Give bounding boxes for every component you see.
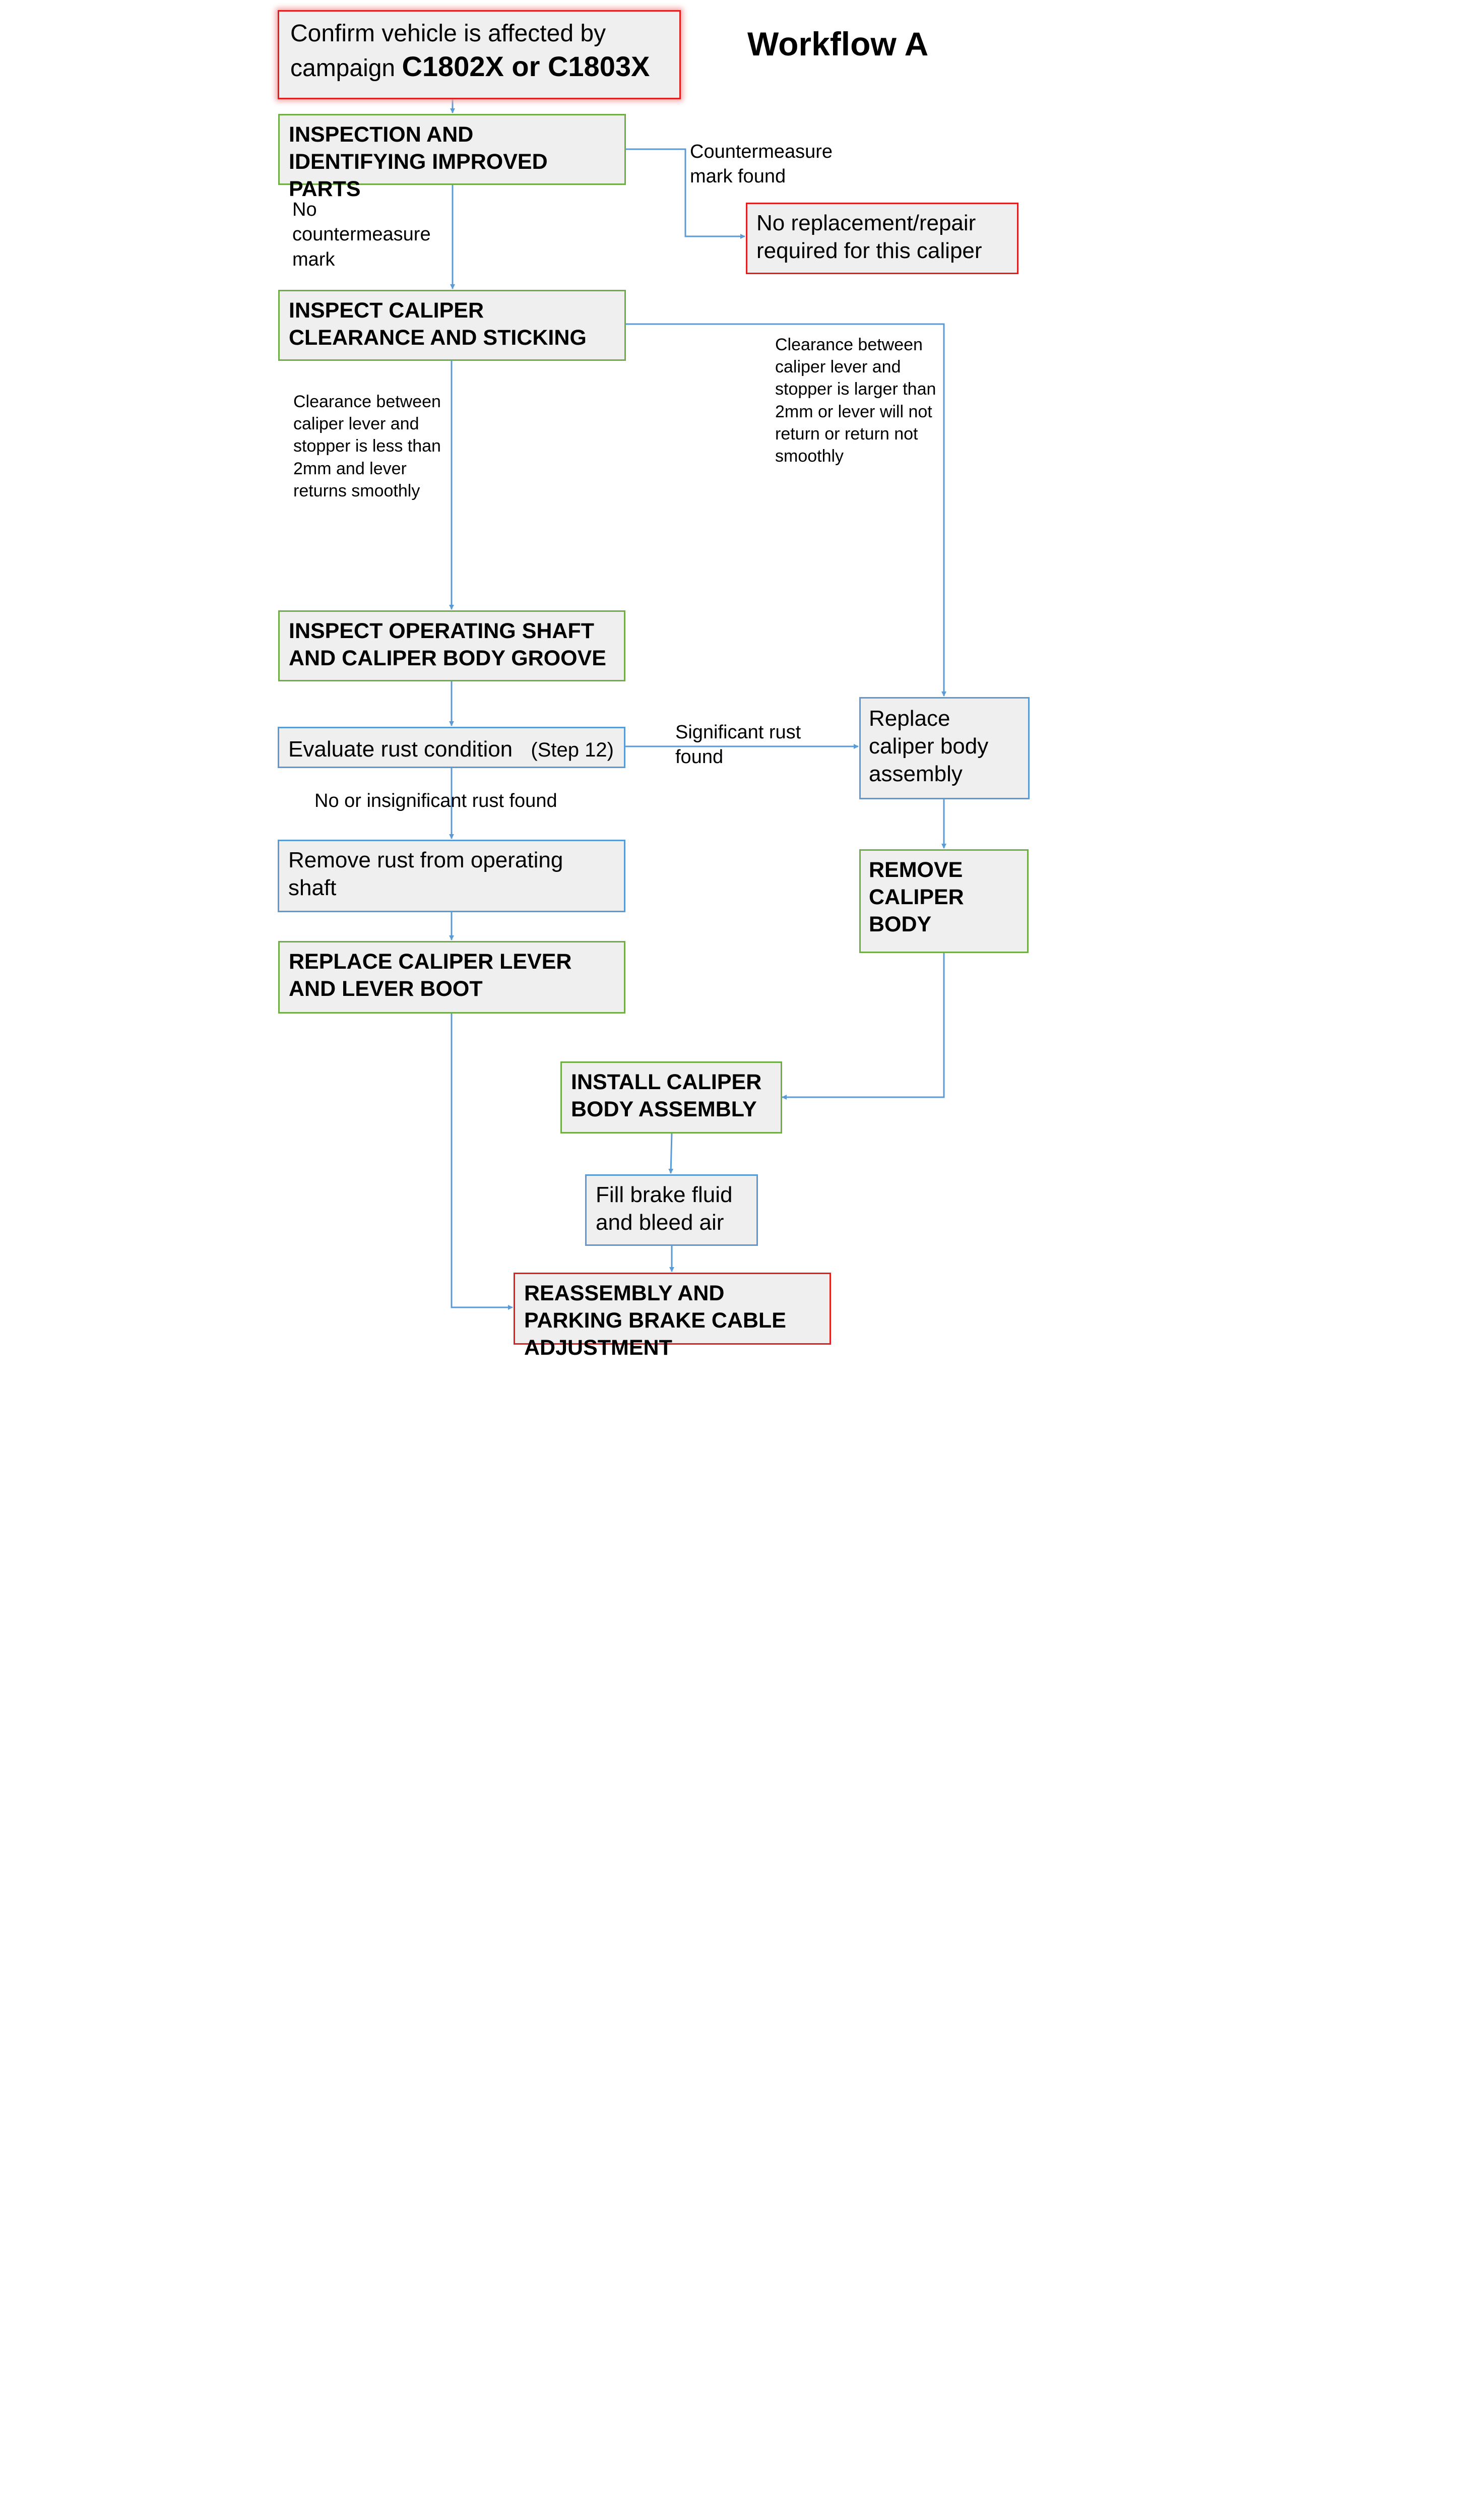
label-no-rust: No or insignificant rust found (314, 790, 557, 811)
label-significant-rust: Significant rust found (675, 722, 801, 768)
remove-rust-box: Remove rust from operating shaft (278, 840, 625, 912)
evaluate-rust-text: Evaluate rust condition (288, 737, 513, 762)
reassembly-step-box: REASSEMBLY AND PARKING BRAKE CABLE ADJUSTMENT (514, 1273, 831, 1345)
campaign-codes: C1802X or C1803X (402, 50, 650, 82)
confirm-campaign-box (278, 10, 681, 99)
connector-install-to-fill (671, 1133, 672, 1173)
fill-fluid-box: Fill brake fluid and bleed air (585, 1174, 758, 1246)
inspect-clearance-step-box: INSPECT CALIPER CLEARANCE AND STICKING (278, 290, 626, 361)
connector-replace-lever-to-reassembly (452, 1013, 513, 1307)
evaluate-rust-step: (Step 12) (531, 739, 614, 761)
replace-body-box: Replace caliper body assembly (859, 697, 1030, 799)
inspect-shaft-step-box: INSPECT OPERATING SHAFT AND CALIPER BODY GROOVE (278, 610, 625, 681)
evaluate-rust-box (278, 727, 625, 768)
remove-body-step-box: REMOVE CALIPER BODY (859, 849, 1029, 953)
replace-lever-step-box: REPLACE CALIPER LEVER AND LEVER BOOT (278, 941, 625, 1014)
label-countermeasure-found: Countermeasure mark found (690, 141, 833, 187)
no-replacement-box: No replacement/repair required for this caliper (746, 203, 1018, 274)
connector-remove-body-to-install (782, 953, 944, 1097)
install-body-step-box: INSTALL CALIPER BODY ASSEMBLY (560, 1061, 782, 1133)
inspection-step-box: INSPECTION AND IDENTIFYING IMPROVED PARTS (278, 114, 626, 185)
confirm-line2 (290, 49, 668, 84)
confirm-line2-prefix: campaign (290, 55, 402, 82)
label-clearance-ok: Clearance between caliper lever and stopper is less than 2mm and lever returns smoothly (293, 392, 441, 500)
label-no-countermeasure: No countermeasure mark (292, 199, 431, 270)
label-clearance-bad: Clearance between caliper lever and stopper is larger than 2mm or lever will not return or return not smoothly (775, 335, 936, 466)
page-title: Workflow A (747, 25, 929, 62)
confirm-line1: Confirm vehicle is affected by (290, 20, 606, 47)
